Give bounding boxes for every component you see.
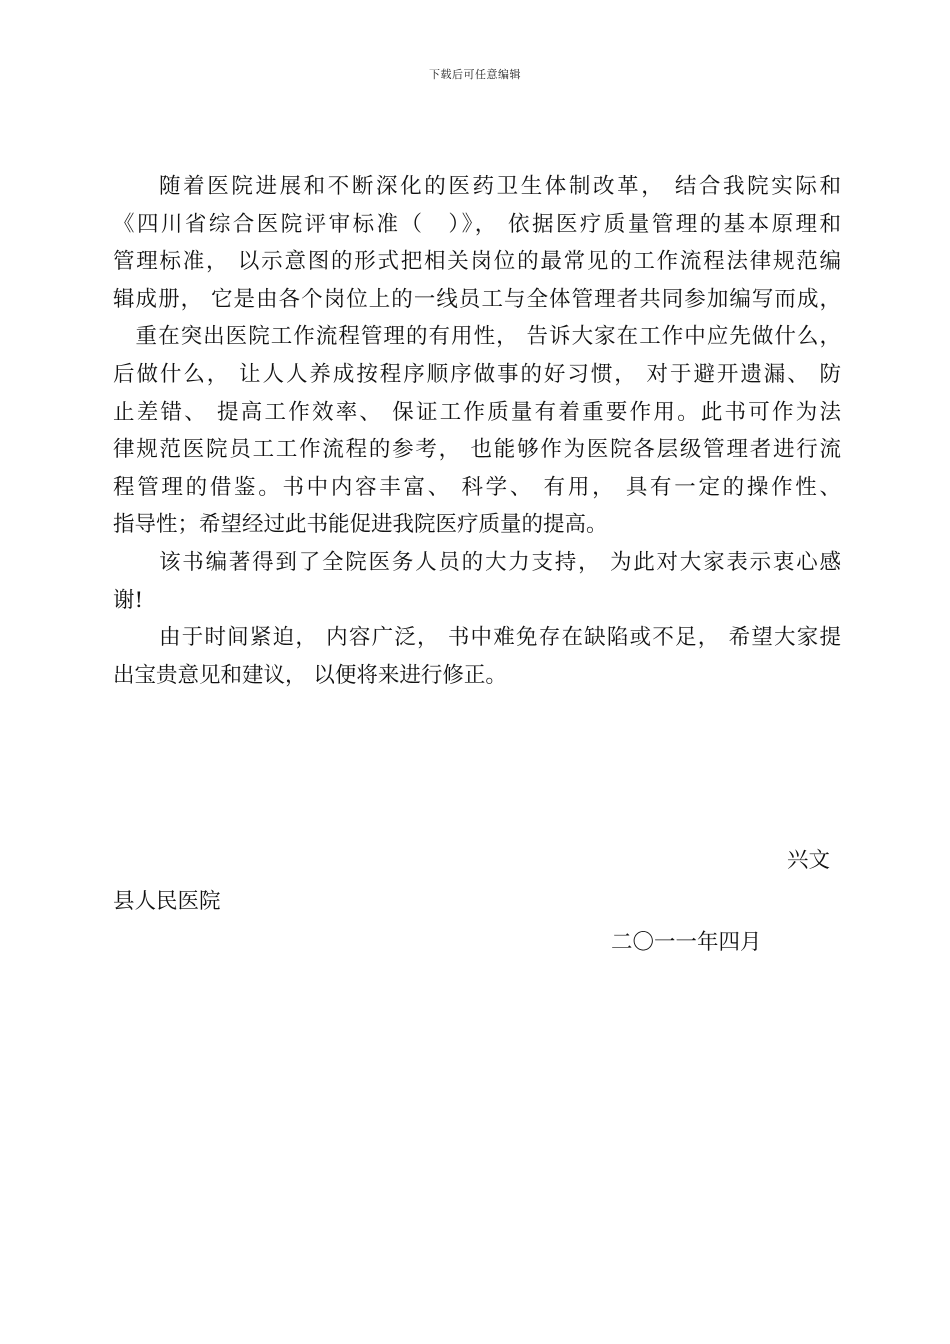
preface-body <box>113 168 841 694</box>
paragraph-line: 该书编著得到了全院医务人员的大力支持， 为此对大家表示衷心感 <box>159 549 841 575</box>
paragraph-line: 后做什么， 让人人养成按程序顺序做事的好习惯， 对于避开遗漏、 防 <box>113 361 841 387</box>
paragraph-line: 重在突出医院工作流程管理的有用性， 告诉大家在工作中应先做什么， <box>113 324 841 350</box>
paragraph-line: 出宝贵意见和建议， 以便将来进行修正。 <box>113 662 507 688</box>
paragraph-line: 律规范医院员工工作流程的参考， 也能够作为医院各层级管理者进行流 <box>113 437 841 463</box>
page-header: 下载后可任意编辑 <box>429 68 521 81</box>
paragraph-line: 随着医院进展和不断深化的医药卫生体制改革， 结合我院实际和 <box>159 174 841 199</box>
paragraph-line: 管理标准， 以示意图的形式把相关岗位的最常见的工作流程法律规范编 <box>113 249 841 275</box>
paragraph-line: 指导性；希望经过此书能促进我院医疗质量的提高。 <box>113 512 608 538</box>
signature-date: 二〇一一年四月 <box>611 930 762 955</box>
paragraph-line: 由于时间紧迫， 内容广泛， 书中难免存在缺陷或不足， 希望大家提 <box>159 625 841 651</box>
paragraph-line: 程管理的借鉴。书中内容丰富、 科学、 有用， 具有一定的操作性、 <box>113 474 841 500</box>
signature-hospital: 县人民医院 <box>113 889 221 914</box>
paragraph-line: 止差错、 提高工作效率、 保证工作质量有着重要作用。此书可作为法 <box>113 399 841 425</box>
paragraph-line: 辑成册， 它是由各个岗位上的一线员工与全体管理者共同参加编写而成， <box>113 286 841 312</box>
paragraph-line: 《四川省综合医院评审标准（ ）》， 依据医疗质量管理的基本原理和 <box>113 211 841 237</box>
signature-county: 兴文 <box>786 848 830 873</box>
paragraph-line: 谢! <box>113 587 144 613</box>
